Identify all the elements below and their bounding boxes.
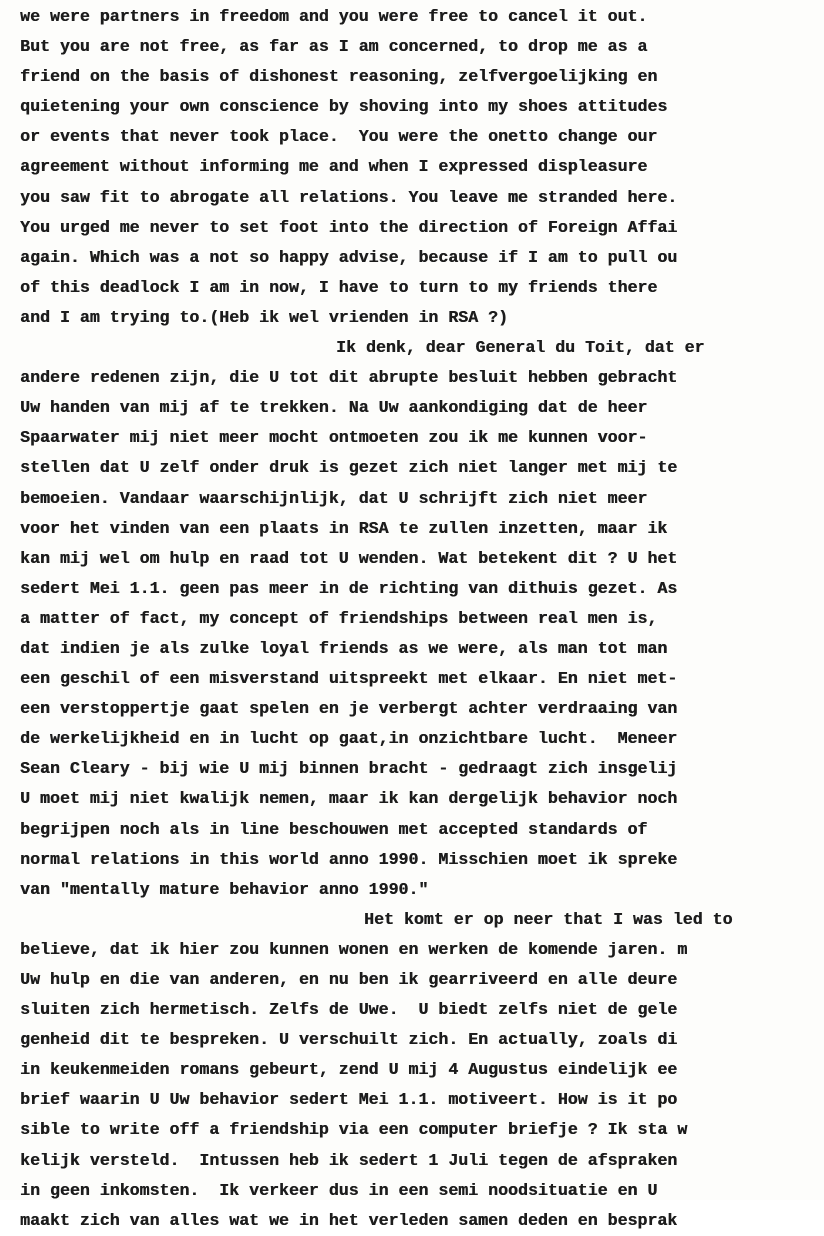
text-line: again. Which was a not so happy advise, because if I am to pull ou — [20, 247, 678, 267]
text-line: in geen inkomsten. Ik verkeer dus in een semi noodsituatie en U — [20, 1180, 658, 1200]
text-line: voor het vinden van een plaats in RSA te zullen inzetten, maar ik — [20, 518, 668, 538]
text-line: genheid dit te bespreken. U verschuilt zich. En actually, zoals di — [20, 1030, 678, 1050]
text-line: or events that never took place. You were the onetto change our — [20, 127, 658, 147]
typewritten-letter-body — [20, 2, 820, 1236]
paragraph-start-line: Ik denk, dear General du Toit, dat er — [336, 338, 705, 358]
text-line: Sean Cleary - bij wie U mij binnen bracht - gedraagt zich insgelij — [20, 759, 678, 779]
text-line: de werkelijkheid en in lucht op gaat,in onzichtbare lucht. Meneer — [20, 729, 678, 749]
text-line: we were partners in freedom and you were free to cancel it out. — [20, 7, 648, 26]
text-line: sedert Mei 1.1. geen pas meer in de richting van dithuis gezet. As — [20, 578, 678, 598]
text-line: quietening your own conscience by shoving into my shoes attitudes — [20, 97, 668, 117]
text-line: You urged me never to set foot into the direction of Foreign Affai — [20, 217, 678, 237]
text-line: Uw handen van mij af te trekken. Na Uw aankondiging dat de heer — [20, 398, 648, 418]
text-line: believe, dat ik hier zou kunnen wonen en werken de komende jaren. m — [20, 939, 688, 959]
text-line: agreement without informing me and when I expressed displeasure — [20, 157, 648, 177]
text-line: dat indien je als zulke loyal friends as we were, als man tot man — [20, 638, 668, 658]
text-line: friend on the basis of dishonest reasoning, zelfvergoelijking en — [20, 67, 658, 87]
text-line: van "mentally mature behavior anno 1990." — [20, 879, 429, 899]
text-line: een geschil of een misverstand uitspreekt met elkaar. En niet met- — [20, 669, 678, 689]
text-line: andere redenen zijn, die U tot dit abrupte besluit hebben gebracht — [20, 368, 678, 388]
text-line: sluiten zich hermetisch. Zelfs de Uwe. U biedt zelfs niet de gele — [20, 1000, 678, 1020]
text-line: in keukenmeiden romans gebeurt, zend U mij 4 Augustus eindelijk ee — [20, 1060, 678, 1080]
text-line: a matter of fact, my concept of friendships between real men is, — [20, 608, 658, 628]
text-line: But you are not free, as far as I am concerned, to drop me as a — [20, 37, 648, 57]
text-line: brief waarin U Uw behavior sedert Mei 1.1. motiveert. How is it po — [20, 1090, 678, 1110]
text-line: normal relations in this world anno 1990. Misschien moet ik spreke — [20, 849, 678, 869]
text-line: and I am trying to.(Heb ik wel vrienden in RSA ?) — [20, 307, 508, 327]
text-line: U moet mij niet kwalijk nemen, maar ik kan dergelijk behavior noch — [20, 789, 678, 809]
text-line: sible to write off a friendship via een computer briefje ? Ik sta w — [20, 1120, 688, 1140]
text-line: een verstoppertje gaat spelen en je verbergt achter verdraaing van — [20, 699, 678, 719]
text-line: begrijpen noch als in line beschouwen met accepted standards of — [20, 819, 648, 839]
paragraph-start-line: Het komt er op neer that I was led to — [364, 909, 733, 929]
text-line: of this deadlock I am in now, I have to turn to my friends there — [20, 277, 658, 297]
text-line: bemoeien. Vandaar waarschijnlijk, dat U schrijft zich niet meer — [20, 488, 648, 508]
text-line: you saw fit to abrogate all relations. You leave me stranded here. — [20, 187, 678, 207]
text-line: kelijk versteld. Intussen heb ik sedert 1 Juli tegen de afspraken — [20, 1150, 678, 1170]
text-line: Uw hulp en die van anderen, en nu ben ik gearriveerd en alle deure — [20, 970, 678, 989]
text-line: Spaarwater mij niet meer mocht ontmoeten zou ik me kunnen voor- — [20, 428, 648, 448]
text-line: stellen dat U zelf onder druk is gezet zich niet langer met mij te — [20, 458, 678, 478]
text-line: maakt zich van alles wat we in het verleden samen deden en besprak — [20, 1210, 678, 1230]
text-line: kan mij wel om hulp en raad tot U wenden. Wat betekent dit ? U het — [20, 548, 678, 568]
